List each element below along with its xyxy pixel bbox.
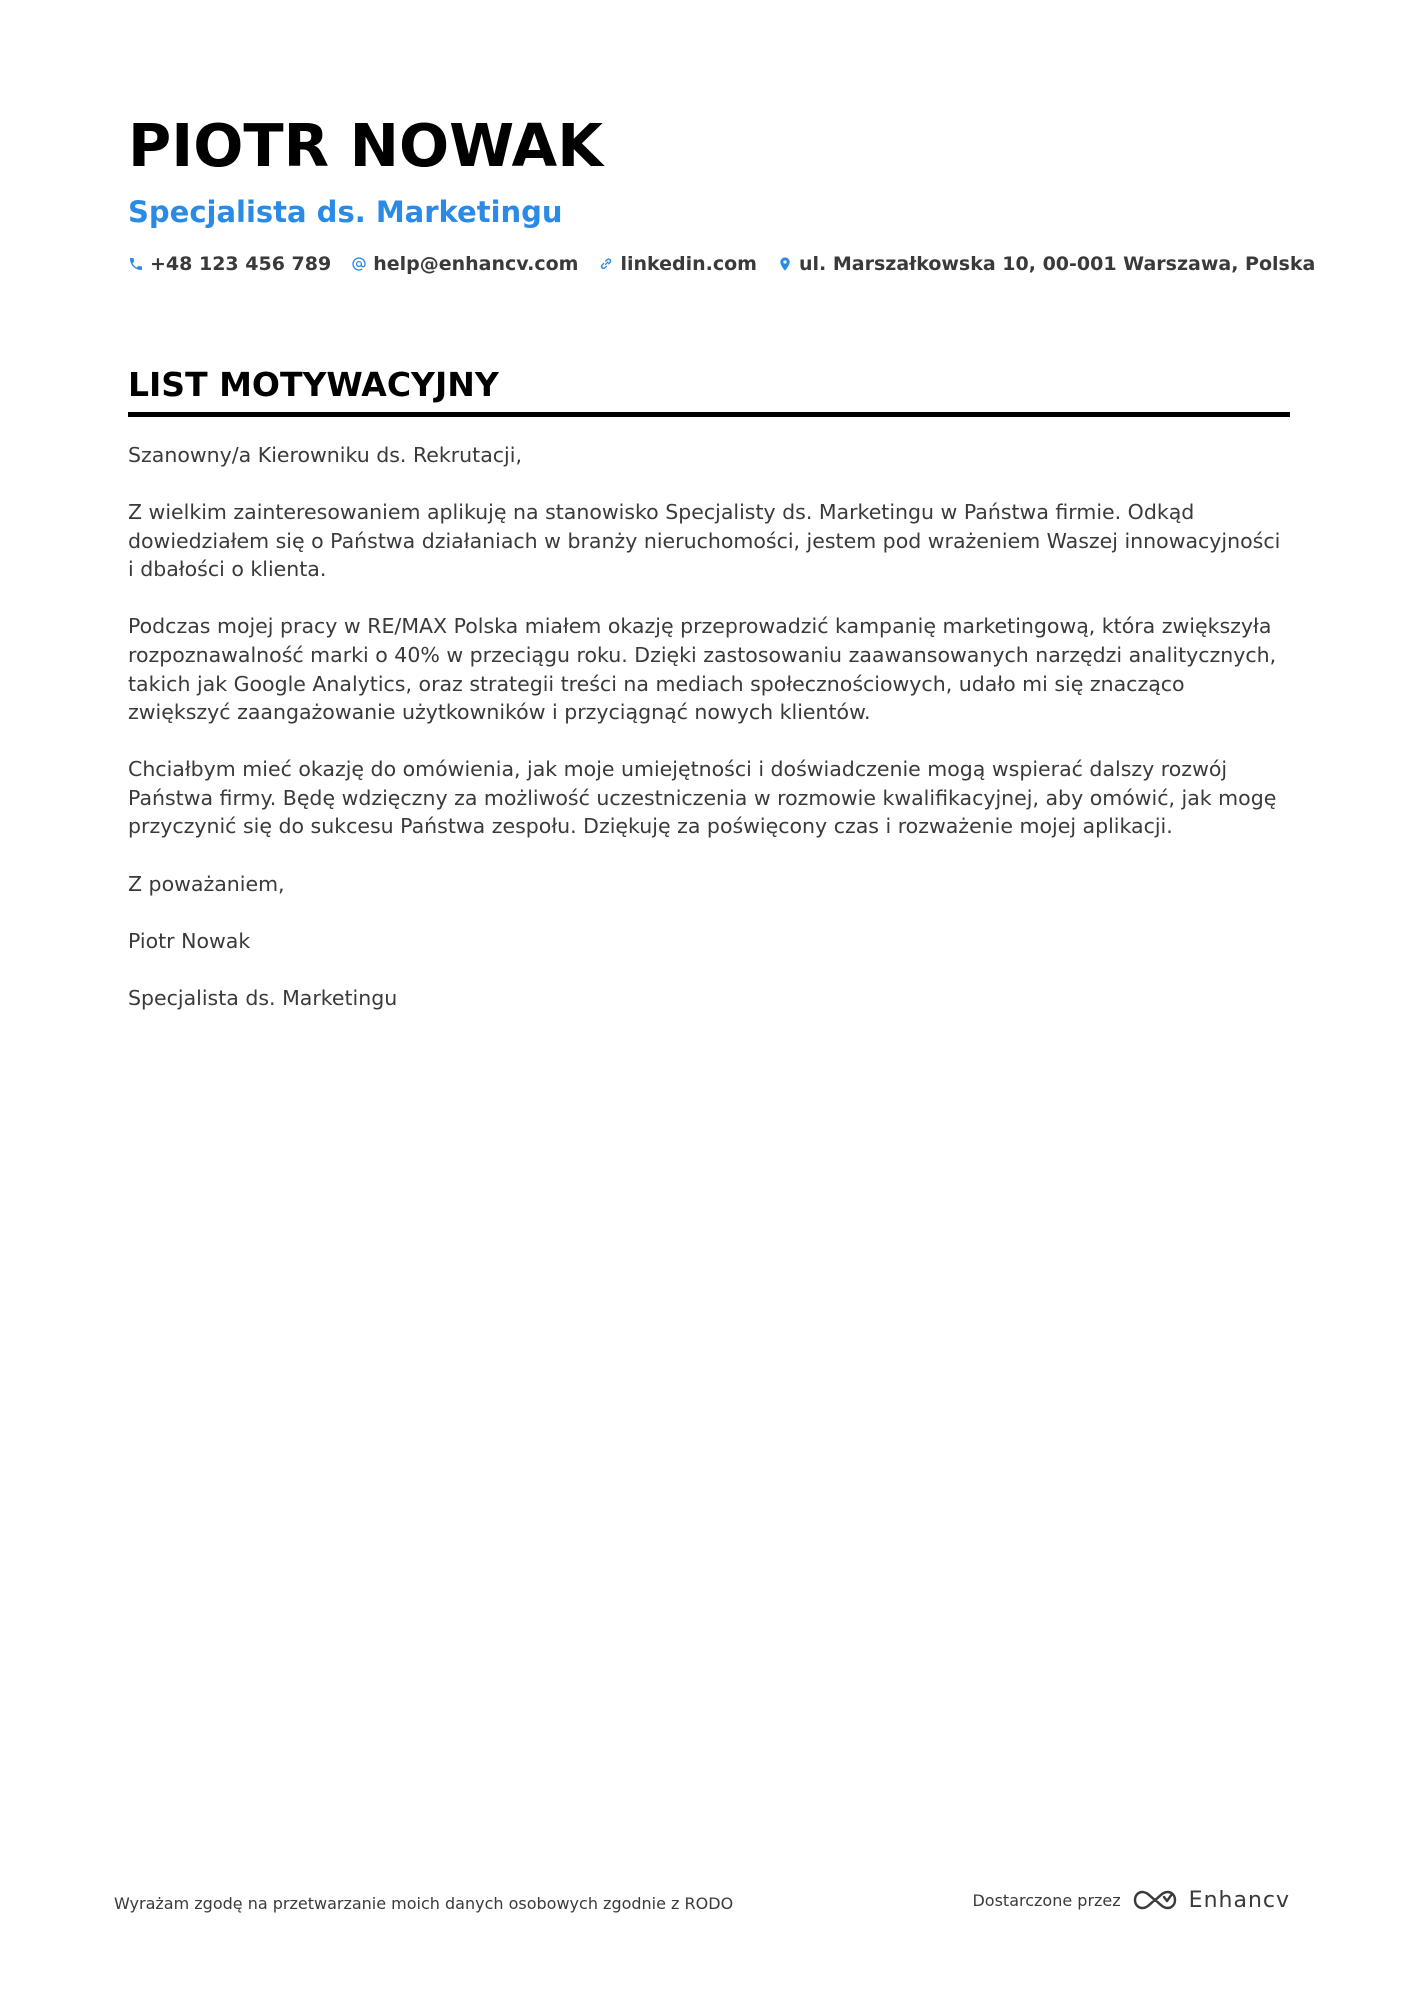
contact-linkedin[interactable] (598, 250, 757, 278)
letter-body (128, 441, 1290, 1012)
enhancv-logo-icon (1131, 1886, 1179, 1914)
gdpr-consent-text: Wyrażam zgodę na przetwarzanie moich danych osobowych zgodnie z RODO (114, 1894, 734, 1913)
contact-bar (128, 250, 1316, 278)
letter-greeting: Szanowny/a Kierowniku ds. Rekrutacji, (128, 443, 522, 467)
letter-closing: Z poważaniem, (128, 871, 285, 896)
provided-by-label: Dostarczone przez (972, 1890, 1121, 1910)
candidate-name: PIOTR NOWAK (128, 111, 603, 180)
brand-name: Enhancv (1188, 1887, 1290, 1913)
address-text: ul. Marszałkowska 10, 00-001 Warszawa, Polska (798, 253, 1316, 275)
header (128, 108, 1316, 278)
provided-by[interactable] (972, 1880, 1290, 1920)
at-icon (351, 255, 367, 273)
linkedin-text: linkedin.com (620, 253, 757, 275)
phone-icon (128, 255, 144, 273)
section-title: LIST MOTYWACYJNY (128, 362, 1290, 417)
link-icon (598, 255, 614, 273)
job-title: Specjalista ds. Marketingu (128, 195, 563, 229)
email-text: help@enhancv.com (373, 253, 579, 275)
cover-letter-section (128, 362, 1290, 1041)
letter-paragraph: Chciałbym mieć okazję do omówienia, jak moje umiejętności i doświadczenie mogą wspierać dalszy rozwój Państwa firmy. Będę wdzięczny za możliwość uczestniczenia w rozmowie kwalifikacyjnej, aby omówić, jak mogę przyczynić się do sukcesu Państwa zespołu. Dziękuję za poświęcony czas i rozważenie mojej aplikacji. (128, 757, 1277, 839)
phone-text: +48 123 456 789 (150, 253, 332, 275)
footer (114, 1880, 1290, 1920)
signature-title: Specjalista ds. Marketingu (128, 985, 398, 1010)
letter-paragraph: Podczas mojej pracy w RE/MAX Polska miałem okazję przeprowadzić kampanię marketingową, która zwiększyła rozpoznawalność marki o 40% w przeciągu roku. Dzięki zastosowaniu zaawansowanych narzędzi analitycznych, takich jak Google Analytics, oraz strategii treści na mediach społecznościowych, udało mi się znacząco zwiększyć zaangażowanie użytkowników i przyciągnąć nowych klientów. (128, 614, 1277, 725)
contact-email[interactable] (351, 250, 578, 278)
contact-address (777, 250, 1315, 278)
signature-name: Piotr Nowak (128, 928, 251, 953)
letter-paragraph: Z wielkim zainteresowaniem aplikuję na stanowisko Specjalisty ds. Marketingu w Państwa firmie. Odkąd dowiedziałem się o Państwa działaniach w branży nieruchomości, jestem pod wrażeniem Waszej innowacyjności i dbałości o klienta. (128, 500, 1281, 582)
contact-phone[interactable] (128, 250, 331, 278)
location-pin-icon (777, 255, 793, 273)
